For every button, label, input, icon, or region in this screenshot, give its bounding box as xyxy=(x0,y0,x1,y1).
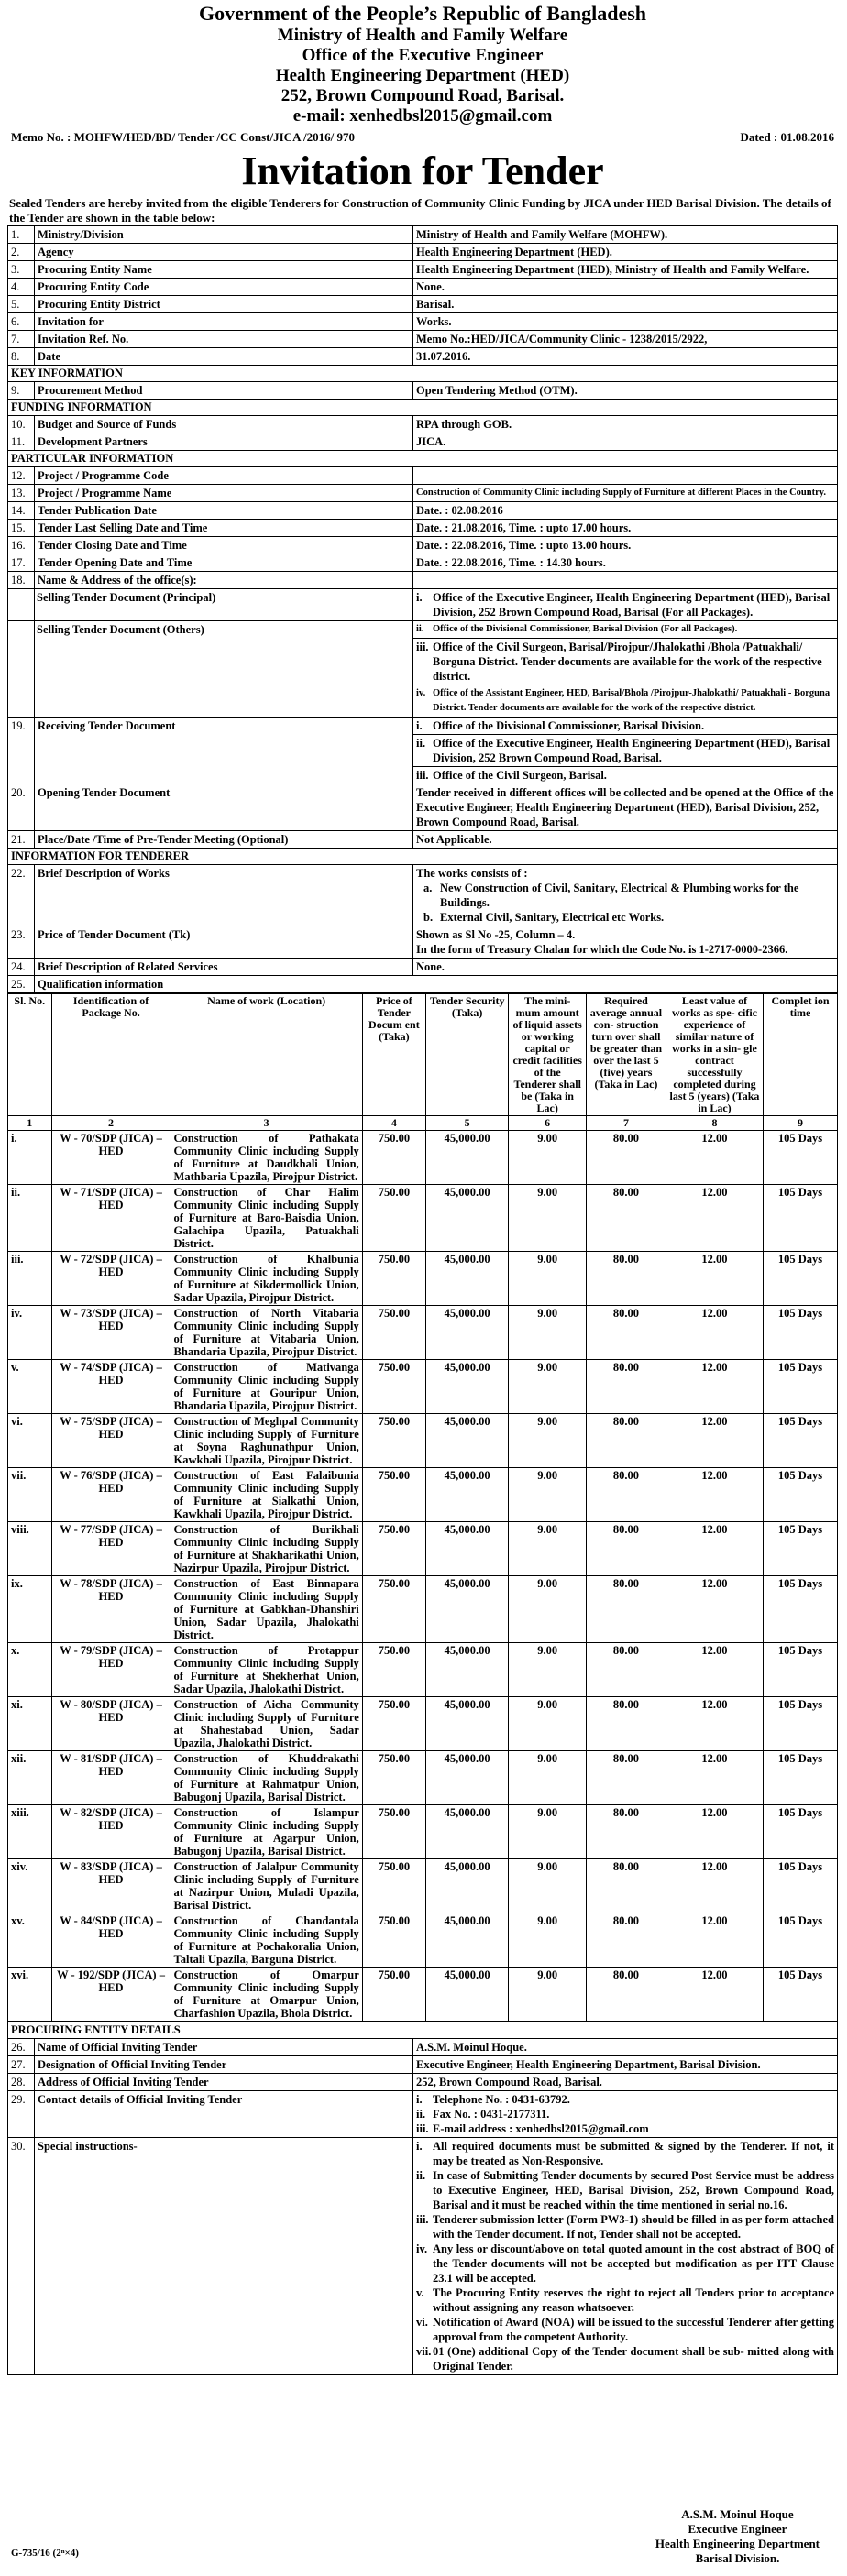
info-row: 10. Budget and Source of Funds RPA through GOB. xyxy=(8,416,838,433)
cell-security: 45,000.00 xyxy=(425,1751,508,1805)
cell-liquid: 9.00 xyxy=(509,1968,587,2022)
email-line: e-mail: xenhedbsl2015@gmail.com xyxy=(292,106,553,126)
cell-liquid: 9.00 xyxy=(509,1468,587,1522)
col-liquid: The mini- mum amount of liquid assets or working capital or credit facilities of the Tenderer shall be (Taka in Lac) xyxy=(509,994,587,1116)
tender-notice xyxy=(7,0,838,2565)
intro-paragraph: Sealed Tenders are hereby invited from the eligible Tenderers for Construction of Community Clinic Funding by JICA under HED Barisal Division. The details of the Tender are shown in the table below: xyxy=(9,196,831,225)
address-line: 252, Brown Compound Road, Barisal. xyxy=(280,86,565,105)
cell-turnover: 80.00 xyxy=(587,1414,666,1468)
cell-sl: iv. xyxy=(8,1306,52,1360)
cell-price: 750.00 xyxy=(362,1306,425,1360)
info-table: 1. Ministry/Division Ministry of Health and Family Welfare (MOHFW). 2. Agency Health Engineering Department (HED). 3. Procuring Entity Name Health Engineering Department (HED), Ministry of Health and Family Welfare. 4. Procuring Entity Code None. 5. Procuring Entity District Barisal. 6. Invitation for Works. 7. Invitation Ref. No. Memo No.:HED/JICA/Community Clinic - 1238/2015/2922, 8. Date 31.07.2016. KEY INFORMATION 9. Procurement Method Open Tendering Method (OTM). FUNDING INFORMATION 10. Budget and Source of Funds RPA through GOB. 11. Development Partners JICA. PARTICULAR INFORMATION 12. Project / Programme Code 13. Project / Programme Name Construction of Community Clinic including Supply of Furniture at different Places in the Country. 14. Tender Publication Date Date. : 02.08.2016 15. Tender Last Selling Date and Time Date. : 21.08.2016, Time. : upto 17.00 hours. 16. Tender Closing Date and Time Date. : 22.08.2016, Time. : upto 13.00 hours. 17. Tender Opening Date and Time Date. : 22.08.2016, Time. : 14.30 hours. 18. Name & Address of the office(s): Selling Tender Document (Principal) i. Office of the Executive Engineer, Health Engineering Department (HED), Barisal Division, 252 Brown Compound Road, Barisal (For all Packages). Selling Tender Document (Others) ii. Office of the Divisional Commissioner, Barisal Division (For all Packages). iii. Office of the Civil Surgeon, Barisal/Pirojpur/Jhalokathi /Bhola /Patuakhali/ Borguna District. Tender documents are available for the work of the respective district. iv. Office of the Assistant Engineer, HED, Barisal/Bhola /Pirojpur-Jhalokathi/ Patuakhali - Borguna District. Tender documents are available for the work of the respective district. 19. Receiving Tender Document i. Office of the Divisional Commissioner, Barisal Division. ii. Office of the Executive Engineer, Health Engineering Department (HED), Barisal Division, 252 Brown Compound Road, Barisal. iii. Office of the Civil Surgeon, Barisal. 20. Opening Tender Document Tender received in different offices will be collected and be opened at the Office of the Executive Engineer, Health Engineering Department (HED), Barisal Division, 252, Brown Compound Road, Barisal. 21. Place/Date /Time of Pre-Tender Meeting (Optional) Not Applicable. INFORMATION FOR TENDERER 22. Brief Description of Works The works consists of : a. New Construction of Civil, Sanitary, Electrical & Plumbing works for the Buildings. b. External Civil, Sanitary, Electrical etc Works. 23. Price of Tender Document (Tk) Shown as Sl No -25, Column – 4. In the form of Treasury Chalan for which the Code No. is 1-2717-0000-2366. 24. Brief Description of Related Services None. 25. Qualification information xyxy=(7,225,838,993)
cell-id: W - 73/SDP (JICA) – HED xyxy=(51,1306,170,1360)
cell-time: 105 Days xyxy=(764,1697,838,1751)
cell-id: W - 80/SDP (JICA) – HED xyxy=(51,1697,170,1751)
table-row xyxy=(8,1968,838,2022)
table-row xyxy=(8,1576,838,1643)
cell-id: W - 79/SDP (JICA) – HED xyxy=(51,1643,170,1697)
instruction-item: ii. In case of Submitting Tender documents by secured Post Service must be address to Executive Engineer, HED, Barisal Division, 252, Brown Compound Road, Barisal and it must be reached within the time mentioned in serial no.16. xyxy=(416,2169,834,2211)
cell-price: 750.00 xyxy=(362,1185,425,1252)
cell-sl: vi. xyxy=(8,1414,52,1468)
cell-time: 105 Days xyxy=(764,1131,838,1185)
cell-name: Construction of North Vitabaria Community Clinic including Supply of Furniture at Vitabaria Union, Bhandaria Upazila, Pirojpur District. xyxy=(170,1306,362,1360)
info-row: 24. Brief Description of Related Services None. xyxy=(8,959,838,976)
cell-security: 45,000.00 xyxy=(425,1968,508,2022)
section-heading: KEY INFORMATION xyxy=(8,366,838,382)
memo-date: Dated : 01.08.2016 xyxy=(740,130,834,144)
cell-turnover: 80.00 xyxy=(587,1913,666,1968)
cell-id: W - 81/SDP (JICA) – HED xyxy=(51,1751,170,1805)
column-number: 1 xyxy=(8,1116,52,1131)
cell-price: 750.00 xyxy=(362,1252,425,1306)
cell-sl: x. xyxy=(8,1643,52,1697)
info-row: 11. Development Partners JICA. xyxy=(8,433,838,451)
cell-turnover: 80.00 xyxy=(587,1131,666,1185)
info-row: 5. Procuring Entity District Barisal. xyxy=(8,296,838,313)
works-table xyxy=(7,993,838,2022)
cell-name: Construction of Jalalpur Community Clinic including Supply of Furniture at Nazirpur Union, Muladi Upazila, Barisal District. xyxy=(170,1859,362,1913)
col-price: Price of Tender Docum ent (Taka) xyxy=(362,994,425,1116)
cell-sl: vii. xyxy=(8,1468,52,1522)
cell-least: 12.00 xyxy=(666,1805,763,1859)
cell-turnover: 80.00 xyxy=(587,1697,666,1751)
info-row-selling-others: Selling Tender Document (Others) ii. Office of the Divisional Commissioner, Barisal Division (For all Packages). xyxy=(8,621,838,639)
cell-liquid: 9.00 xyxy=(509,1360,587,1414)
instruction-item: vii. 01 (One) additional Copy of the Tender document shall be sub- mitted along with Original Tender. xyxy=(416,2345,834,2373)
info-row: 16. Tender Closing Date and Time Date. : 22.08.2016, Time. : upto 13.00 hours. xyxy=(8,537,838,554)
cell-least: 12.00 xyxy=(666,1522,763,1576)
cell-liquid: 9.00 xyxy=(509,1859,587,1913)
cell-sl: iii. xyxy=(8,1252,52,1306)
cell-security: 45,000.00 xyxy=(425,1522,508,1576)
cell-least: 12.00 xyxy=(666,1252,763,1306)
cell-liquid: 9.00 xyxy=(509,1252,587,1306)
table-row xyxy=(8,1185,838,1252)
cell-name: Construction of Meghpal Community Clinic including Supply of Furniture at Soyna Raghunathpur Union, Kawkhali Upazila, Pirojpur District. xyxy=(170,1414,362,1468)
cell-name: Construction of East Falaibunia Community Clinic including Supply of Furniture at Sialkathi Union, Kawkhali Upazila, Pirojpur District. xyxy=(170,1468,362,1522)
info-row: 3. Procuring Entity Name Health Engineering Department (HED), Ministry of Health and Family Welfare. xyxy=(8,261,838,279)
section-heading: INFORMATION FOR TENDERER xyxy=(8,849,838,865)
cell-id: W - 74/SDP (JICA) – HED xyxy=(51,1360,170,1414)
cell-turnover: 80.00 xyxy=(587,1522,666,1576)
cell-liquid: 9.00 xyxy=(509,1643,587,1697)
cell-liquid: 9.00 xyxy=(509,1522,587,1576)
cell-time: 105 Days xyxy=(764,1360,838,1414)
cell-time: 105 Days xyxy=(764,1185,838,1252)
cell-id: W - 77/SDP (JICA) – HED xyxy=(51,1522,170,1576)
cell-turnover: 80.00 xyxy=(587,1360,666,1414)
info-row: 29. Contact details of Official Inviting Tender i. Telephone No. : 0431-63792. ii. Fax No. : 0431-2177311. iii. E-mail address : xenhedbsl2015@gmail.com xyxy=(8,2091,838,2138)
table-row xyxy=(8,1859,838,1913)
cell-least: 12.00 xyxy=(666,1643,763,1697)
cell-name: Construction of Aicha Community Clinic including Supply of Furniture at Shahestabad Union, Sadar Upazila, Jhalokathi District. xyxy=(170,1697,362,1751)
info-row: 21. Place/Date /Time of Pre-Tender Meeting (Optional) Not Applicable. xyxy=(8,831,838,849)
memo-number: Memo No. : MOHFW/HED/BD/ Tender /CC Const/JICA /2016/ 970 xyxy=(11,130,355,144)
cell-time: 105 Days xyxy=(764,1414,838,1468)
office-line: Office of the Executive Engineer xyxy=(302,46,544,65)
table-row xyxy=(8,1306,838,1360)
info-row: 6. Invitation for Works. xyxy=(8,313,838,331)
column-number-row xyxy=(8,1116,838,1131)
cell-sl: viii. xyxy=(8,1522,52,1576)
cell-least: 12.00 xyxy=(666,1306,763,1360)
col-security: Tender Security (Taka) xyxy=(425,994,508,1116)
cell-liquid: 9.00 xyxy=(509,1913,587,1968)
column-number: 9 xyxy=(764,1116,838,1131)
cell-liquid: 9.00 xyxy=(509,1697,587,1751)
cell-name: Construction of Pathakata Community Clinic including Supply of Furniture at Daudkhali Union, Mathbaria Upazila, Pirojpur District. xyxy=(170,1131,362,1185)
table-row xyxy=(8,1414,838,1468)
cell-price: 750.00 xyxy=(362,1414,425,1468)
info-row: 18. Name & Address of the office(s): xyxy=(8,572,838,589)
instruction-item: iv. Any less or discount/above on total quoted amount in the cost abstract of BOQ of the Tender documents will not be accepted but modification as per ITT Clause 23.1 will be accepted. xyxy=(416,2242,834,2285)
memo-row xyxy=(7,130,838,145)
cell-security: 45,000.00 xyxy=(425,1643,508,1697)
cell-turnover: 80.00 xyxy=(587,1643,666,1697)
info-row: 12. Project / Programme Code xyxy=(8,467,838,485)
cell-least: 12.00 xyxy=(666,1697,763,1751)
table-row xyxy=(8,1252,838,1306)
cell-least: 12.00 xyxy=(666,1751,763,1805)
cell-security: 45,000.00 xyxy=(425,1468,508,1522)
cell-liquid: 9.00 xyxy=(509,1751,587,1805)
info-row: 13. Project / Programme Name Construction of Community Clinic including Supply of Furniture at different Places in the Country. xyxy=(8,485,838,502)
cell-turnover: 80.00 xyxy=(587,1468,666,1522)
col-id: Identification of Package No. xyxy=(51,994,170,1116)
cell-least: 12.00 xyxy=(666,1185,763,1252)
cell-price: 750.00 xyxy=(362,1576,425,1643)
ministry-line: Ministry of Health and Family Welfare xyxy=(277,26,568,45)
cell-time: 105 Days xyxy=(764,1576,838,1643)
table-row xyxy=(8,1643,838,1697)
page-title: Invitation for Tender xyxy=(241,148,604,193)
table-row xyxy=(8,1751,838,1805)
cell-price: 750.00 xyxy=(362,1522,425,1576)
cell-time: 105 Days xyxy=(764,1859,838,1913)
cell-name: Construction of East Binnapara Community Clinic including Supply of Furniture at Gabkhan-Dhanshiri Union, Sadar Upazila, Jhalokathi District. xyxy=(170,1576,362,1643)
cell-name: Construction of Char Halim Community Clinic including Supply of Furniture at Baro-Baisdia Union, Galachipa Upazila, Patuakhali District. xyxy=(170,1185,362,1252)
cell-liquid: 9.00 xyxy=(509,1576,587,1643)
cell-sl: xi. xyxy=(8,1697,52,1751)
cell-id: W - 72/SDP (JICA) – HED xyxy=(51,1252,170,1306)
cell-id: W - 82/SDP (JICA) – HED xyxy=(51,1805,170,1859)
table-row xyxy=(8,1522,838,1576)
cell-turnover: 80.00 xyxy=(587,1252,666,1306)
info-row: 8. Date 31.07.2016. xyxy=(8,348,838,366)
cell-sl: ix. xyxy=(8,1576,52,1643)
cell-liquid: 9.00 xyxy=(509,1185,587,1252)
cell-time: 105 Days xyxy=(764,1468,838,1522)
cell-id: W - 70/SDP (JICA) – HED xyxy=(51,1131,170,1185)
cell-sl: xiv. xyxy=(8,1859,52,1913)
government-title: Government of the People’s Republic of Bangladesh xyxy=(198,2,647,25)
cell-security: 45,000.00 xyxy=(425,1697,508,1751)
cell-security: 45,000.00 xyxy=(425,1360,508,1414)
info-row: 15. Tender Last Selling Date and Time Date. : 21.08.2016, Time. : upto 17.00 hours. xyxy=(8,520,838,537)
letterhead xyxy=(7,2,838,126)
cell-security: 45,000.00 xyxy=(425,1252,508,1306)
print-code: G-735/16 (2ⁿ×4) xyxy=(11,2548,79,2559)
cell-price: 750.00 xyxy=(362,1968,425,2022)
cell-id: W - 78/SDP (JICA) – HED xyxy=(51,1576,170,1643)
table-row xyxy=(8,1360,838,1414)
info-row: 22. Brief Description of Works The works consists of : a. New Construction of Civil, Sanitary, Electrical & Plumbing works for the Buildings. b. External Civil, Sanitary, Electrical etc Works. xyxy=(8,865,838,926)
col-turnover: Required average annual con- struction turn over shall be greater than over the last 5 (five) years (Taka in Lac) xyxy=(587,994,666,1116)
instruction-item: v. The Procuring Entity reserves the right to reject all Tenders prior to acceptance without assigning any reason whatsoever. xyxy=(416,2286,834,2314)
info-row: 30. Special instructions- i. All required documents must be submitted & signed by the Tenderer. If not, it may be treated as Non-Responsive. ii. In case of Submitting Tender documents by secured Post Service must be address to Executive Engineer, HED, Barisal Division, 252, Brown Compound Road, Barisal and it must be reached within the time mentioned in serial no.16. iii. Tenderer submission letter (Form PW3-1) should be filled in as per form attached with the Tender document. If not, Tender shall not be accepted. iv. Any less or discount/above on total quoted amount in the cost abstract of BOQ of the Tender documents will not be accepted but modification as per ITT Clause 23.1 will be accepted. v. The Procuring Entity reserves the right to reject all Tenders prior to acceptance without assigning any reason whatsoever. vi. Notification of Award (NOA) will be issued to the successful Tenderer after getting approval from the competent Authority. vii. 01 (One) additional Copy of the Tender document shall be sub- mitted along with Original Tender. xyxy=(8,2138,838,2375)
cell-price: 750.00 xyxy=(362,1751,425,1805)
section-heading: PARTICULAR INFORMATION xyxy=(8,451,838,467)
column-number: 4 xyxy=(362,1116,425,1131)
cell-security: 45,000.00 xyxy=(425,1414,508,1468)
col-name: Name of work (Location) xyxy=(170,994,362,1116)
cell-security: 45,000.00 xyxy=(425,1576,508,1643)
signature-block: A.S.M. Moinul Hoque Executive Engineer Health Engineering Department Barisal Division. xyxy=(654,2507,820,2565)
cell-least: 12.00 xyxy=(666,1968,763,2022)
cell-security: 45,000.00 xyxy=(425,1185,508,1252)
instruction-item: vi. Notification of Award (NOA) will be issued to the successful Tenderer after getting approval from the competent Authority. xyxy=(416,2316,834,2343)
info-row: 19. Receiving Tender Document i. Office of the Divisional Commissioner, Barisal Division. xyxy=(8,718,838,735)
cell-id: W - 84/SDP (JICA) – HED xyxy=(51,1913,170,1968)
info-row: 9. Procurement Method Open Tendering Method (OTM). xyxy=(8,382,838,400)
info-row-selling-others: iv. Office of the Assistant Engineer, HED, Barisal/Bhola /Pirojpur-Jhalokathi/ Patuakhali - Borguna District. Tender documents are available for the work of the respective district. xyxy=(8,685,838,718)
info-row-selling-principal: Selling Tender Document (Principal) i. Office of the Executive Engineer, Health Engineering Department (HED), Barisal Division, 252 Brown Compound Road, Barisal (For all Packages). xyxy=(8,589,838,621)
cell-time: 105 Days xyxy=(764,1252,838,1306)
procuring-table xyxy=(7,2022,838,2375)
info-row: 20. Opening Tender Document Tender received in different offices will be collected and be opened at the Office of the Executive Engineer, Health Engineering Department (HED), Barisal Division, 252, Brown Compound Road, Barisal. xyxy=(8,784,838,831)
table-row xyxy=(8,1697,838,1751)
info-row: 1. Ministry/Division Ministry of Health and Family Welfare (MOHFW). xyxy=(8,226,838,244)
cell-least: 12.00 xyxy=(666,1859,763,1913)
info-row: 14. Tender Publication Date Date. : 02.08.2016 xyxy=(8,502,838,520)
column-number: 2 xyxy=(51,1116,170,1131)
cell-time: 105 Days xyxy=(764,1913,838,1968)
info-row: 7. Invitation Ref. No. Memo No.:HED/JICA/Community Clinic - 1238/2015/2922, xyxy=(8,331,838,348)
col-sl: Sl. No. xyxy=(8,994,52,1116)
selling-office-principal: Office of the Executive Engineer, Health Engineering Department (HED), Barisal Division, 252 Brown Compound Road, Barisal (For all Packages). xyxy=(433,591,830,619)
column-number: 8 xyxy=(666,1116,763,1131)
cell-price: 750.00 xyxy=(362,1697,425,1751)
section-heading: PROCURING ENTITY DETAILS xyxy=(8,2022,838,2039)
info-row: 4. Procuring Entity Code None. xyxy=(8,279,838,296)
cell-least: 12.00 xyxy=(666,1360,763,1414)
col-least: Least value of works as spe- cific experience of similar nature of works in a sin- gle contract successfully completed during last 5 (years) (Taka in Lac) xyxy=(666,994,763,1116)
cell-name: Construction of Omarpur Community Clinic including Supply of Furniture at Omarpur Union, Charfashion Upazila, Bhola District. xyxy=(170,1968,362,2022)
cell-id: W - 71/SDP (JICA) – HED xyxy=(51,1185,170,1252)
cell-sl: i. xyxy=(8,1131,52,1185)
info-row: 26. Name of Official Inviting Tender A.S.M. Moinul Hoque. xyxy=(8,2039,838,2056)
cell-security: 45,000.00 xyxy=(425,1913,508,1968)
cell-name: Construction of Khuddrakathi Community Clinic including Supply of Furniture at Rahmatpur Union, Babugonj Upazila, Barisal District. xyxy=(170,1751,362,1805)
cell-id: W - 83/SDP (JICA) – HED xyxy=(51,1859,170,1913)
cell-price: 750.00 xyxy=(362,1360,425,1414)
cell-turnover: 80.00 xyxy=(587,1859,666,1913)
cell-least: 12.00 xyxy=(666,1468,763,1522)
works-header xyxy=(8,994,838,1116)
cell-sl: ii. xyxy=(8,1185,52,1252)
cell-id: W - 192/SDP (JICA) – HED xyxy=(51,1968,170,2022)
cell-price: 750.00 xyxy=(362,1643,425,1697)
info-row: 17. Tender Opening Date and Time Date. : 22.08.2016, Time. : 14.30 hours. xyxy=(8,554,838,572)
cell-price: 750.00 xyxy=(362,1859,425,1913)
cell-price: 750.00 xyxy=(362,1131,425,1185)
cell-name: Construction of Khalbunia Community Clinic including Supply of Furniture at Sikdermollick Union, Sadar Upazila, Pirojpur District. xyxy=(170,1252,362,1306)
cell-turnover: 80.00 xyxy=(587,1576,666,1643)
table-row xyxy=(8,1131,838,1185)
cell-liquid: 9.00 xyxy=(509,1131,587,1185)
cell-id: W - 76/SDP (JICA) – HED xyxy=(51,1468,170,1522)
section-heading: FUNDING INFORMATION xyxy=(8,400,838,416)
info-row-selling-others: iii. Office of the Civil Surgeon, Barisal/Pirojpur/Jhalokathi /Bhola /Patuakhali/ Borguna District. Tender documents are available for the work of the respective district. xyxy=(8,639,838,685)
cell-liquid: 9.00 xyxy=(509,1805,587,1859)
cell-time: 105 Days xyxy=(764,1968,838,2022)
department-line: Health Engineering Department (HED) xyxy=(275,66,570,85)
table-row xyxy=(8,1468,838,1522)
info-row: 23. Price of Tender Document (Tk) Shown as Sl No -25, Column – 4. In the form of Treasury Chalan for which the Code No. is 1-2717-0000-2366. xyxy=(8,926,838,959)
cell-name: Construction of Chandantala Community Clinic including Supply of Furniture at Pochakoralia Union, Taltali Upazila, Barguna District. xyxy=(170,1913,362,1968)
cell-turnover: 80.00 xyxy=(587,1805,666,1859)
cell-name: Construction of Burikhali Community Clinic including Supply of Furniture at Shakharikathi Union, Nazirpur Upazila, Pirojpur District. xyxy=(170,1522,362,1576)
cell-security: 45,000.00 xyxy=(425,1131,508,1185)
cell-time: 105 Days xyxy=(764,1306,838,1360)
instruction-item: i. All required documents must be submitted & signed by the Tenderer. If not, it may be treated as Non-Responsive. xyxy=(416,2140,834,2167)
cell-liquid: 9.00 xyxy=(509,1306,587,1360)
column-number: 6 xyxy=(509,1116,587,1131)
info-row: 27. Designation of Official Inviting Tender Executive Engineer, Health Engineering Department, Barisal Division. xyxy=(8,2056,838,2074)
column-number: 7 xyxy=(587,1116,666,1131)
table-row xyxy=(8,1805,838,1859)
cell-name: Construction of Islampur Community Clinic including Supply of Furniture at Agarpur Union, Babugonj Upazila, Barisal District. xyxy=(170,1805,362,1859)
cell-time: 105 Days xyxy=(764,1751,838,1805)
cell-turnover: 80.00 xyxy=(587,1306,666,1360)
cell-id: W - 75/SDP (JICA) – HED xyxy=(51,1414,170,1468)
instruction-item: iii. Tenderer submission letter (Form PW3-1) should be filled in as per form attached with the Tender document. If not, Tender shall not be accepted. xyxy=(416,2213,834,2241)
info-row: 2. Agency Health Engineering Department (HED). xyxy=(8,244,838,261)
column-number: 5 xyxy=(425,1116,508,1131)
cell-security: 45,000.00 xyxy=(425,1805,508,1859)
cell-sl: v. xyxy=(8,1360,52,1414)
cell-least: 12.00 xyxy=(666,1913,763,1968)
cell-time: 105 Days xyxy=(764,1522,838,1576)
cell-least: 12.00 xyxy=(666,1576,763,1643)
cell-sl: xiii. xyxy=(8,1805,52,1859)
cell-turnover: 80.00 xyxy=(587,1968,666,2022)
info-row: 28. Address of Official Inviting Tender 252, Brown Compound Road, Barisal. xyxy=(8,2074,838,2091)
cell-price: 750.00 xyxy=(362,1805,425,1859)
cell-least: 12.00 xyxy=(666,1131,763,1185)
cell-time: 105 Days xyxy=(764,1643,838,1697)
table-row xyxy=(8,1913,838,1968)
cell-price: 750.00 xyxy=(362,1468,425,1522)
cell-turnover: 80.00 xyxy=(587,1751,666,1805)
cell-name: Construction of Protappur Community Clinic including Supply of Furniture at Shekherhat Union, Sadar Upazila, Jhalokathi District. xyxy=(170,1643,362,1697)
cell-name: Construction of Mativanga Community Clinic including Supply of Furniture at Gouripur Union, Bhandaria Upazila, Pirojpur District. xyxy=(170,1360,362,1414)
cell-least: 12.00 xyxy=(666,1414,763,1468)
column-number: 3 xyxy=(170,1116,362,1131)
col-completion: Complet ion time xyxy=(764,994,838,1116)
cell-sl: xii. xyxy=(8,1751,52,1805)
cell-sl: xvi. xyxy=(8,1968,52,2022)
cell-security: 45,000.00 xyxy=(425,1306,508,1360)
cell-time: 105 Days xyxy=(764,1805,838,1859)
cell-turnover: 80.00 xyxy=(587,1185,666,1252)
cell-liquid: 9.00 xyxy=(509,1414,587,1468)
info-row: 25. Qualification information xyxy=(8,976,838,993)
cell-sl: xv. xyxy=(8,1913,52,1968)
cell-security: 45,000.00 xyxy=(425,1859,508,1913)
cell-price: 750.00 xyxy=(362,1913,425,1968)
